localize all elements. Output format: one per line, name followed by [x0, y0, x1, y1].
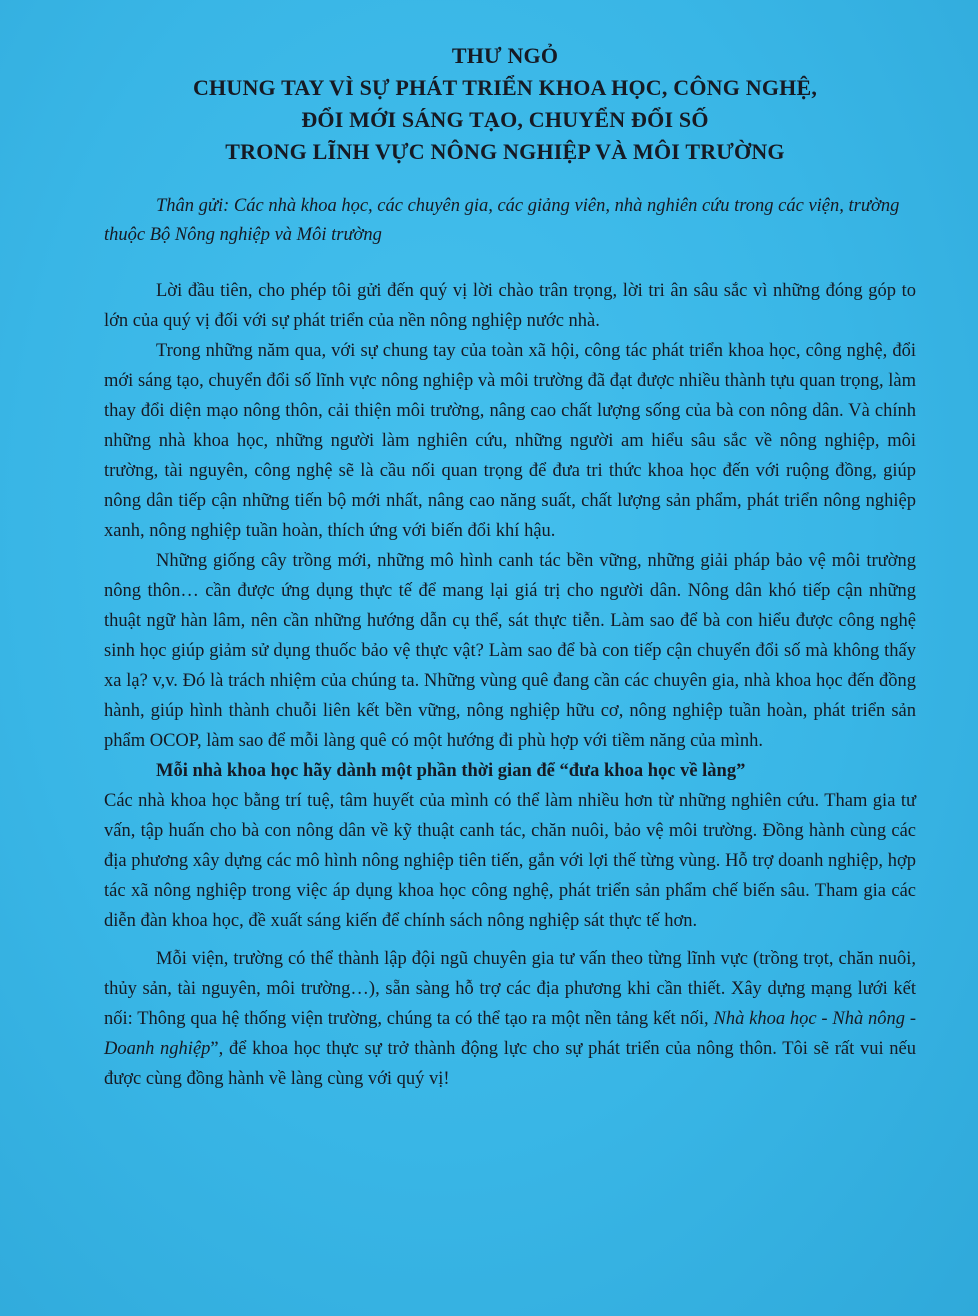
paragraph-4: Các nhà khoa học bằng trí tuệ, tâm huyết của mình có thể làm nhiều hơn từ những nghiên cứu. Tham gia tư vấn, tập huấn cho bà con nông dân về kỹ thuật canh tác, chăn nuôi, bảo vệ môi trường. Đồng hành cùng các địa phương xây dựng các mô hình nông nghiệp tiên tiến, gắn với lợi thế từng vùng. Hỗ trợ doanh nghiệp, hợp tác xã nông nghiệp trong việc áp dụng khoa học công nghệ, phát triển sản phẩm chế biến sâu. Tham gia các diễn đàn khoa học, đề xuất sáng kiến để chính sách nông nghiệp sát thực tế hơn.	[104, 791, 916, 931]
title-line-1: THƯ NGỎ	[451, 43, 559, 68]
section-heading: Mỗi nhà khoa học hãy dành một phần thời gian để “đưa khoa học về làng”	[156, 761, 746, 781]
title-line-4: TRONG LĨNH VỰC NÔNG NGHIỆP VÀ MÔI TRƯỜNG	[225, 139, 785, 164]
greeting: Thân gửi: Các nhà khoa học, các chuyên gia, các giảng viên, nhà nghiên cứu trong các viện, trường thuộc Bộ Nông nghiệp và Môi trường	[104, 196, 900, 245]
closing-italic-phrase: Nhà khoa học - Nhà nông - Doanh nghiệp	[104, 1009, 916, 1059]
paragraph-1: Lời đầu tiên, cho phép tôi gửi đến quý vị lời chào trân trọng, lời tri ân sâu sắc vì những đóng góp to lớn của quý vị đối với sự phát triển của nền nông nghiệp nước nhà.	[104, 281, 916, 331]
letter-title	[94, 40, 916, 168]
paragraph-5	[104, 944, 916, 1094]
title-line-2: CHUNG TAY VÌ SỰ PHÁT TRIỂN KHOA HỌC, CÔNG NGHỆ,	[192, 75, 818, 100]
paragraph-2: Trong những năm qua, với sự chung tay của toàn xã hội, công tác phát triển khoa học, công nghệ, đổi mới sáng tạo, chuyển đổi số lĩnh vực nông nghiệp và môi trường đã đạt được nhiều thành tựu quan trọng, làm thay đổi diện mạo nông thôn, cải thiện môi trường, nâng cao chất lượng sống của bà con nông dân. Và chính những nhà khoa học, những người làm nghiên cứu, những người am hiểu sâu sắc về nông nghiệp, môi trường, tài nguyên, công nghệ sẽ là cầu nối quan trọng để đưa tri thức khoa học đến với ruộng đồng, giúp nông dân tiếp cận những tiến bộ mới nhất, nâng cao năng suất, chất lượng sản phẩm, phát triển nông nghiệp xanh, nông nghiệp tuần hoàn, thích ứng với biến đổi khí hậu.	[104, 341, 916, 541]
paragraph-3: Những giống cây trồng mới, những mô hình canh tác bền vững, những giải pháp bảo vệ môi trường nông thôn… cần được ứng dụng thực tế để mang lại giá trị cho người dân. Nông dân khó tiếp cận những thuật ngữ hàn lâm, nên cần những hướng dẫn cụ thể, sát thực tiễn. Làm sao để bà con hiểu được công nghệ sinh học giúp giảm sử dụng thuốc bảo vệ thực vật? Làm sao để bà con tiếp cận chuyển đổi số mà không thấy xa lạ? v,v. Đó là trách nhiệm của chúng ta. Những vùng quê đang cần các chuyên gia, nhà khoa học đến đồng hành, giúp hình thành chuỗi liên kết bền vững, nông nghiệp hữu cơ, nông nghiệp tuần hoàn, phát triển sản phẩm OCOP, làm sao để mỗi làng quê có một hướng đi phù hợp với tiềm năng của mình.	[104, 551, 916, 751]
title-line-3: ĐỔI MỚI SÁNG TẠO, CHUYỂN ĐỔI SỐ	[301, 107, 709, 132]
closing-text-start: Mỗi viện, trường có thể thành lập đội ngũ chuyên gia tư vấn theo từng lĩnh vực (trồng trọt, chăn nuôi, thủy sản, tài nguyên, môi trường…), sẵn sàng hỗ trợ các địa phương khi cần thiết. Xây dựng mạng lưới kết nối: Thông qua hệ thống viện trường, chúng ta có thể tạo ra một nền tảng kết nối,	[104, 949, 916, 1029]
closing-text-end: ”, để khoa học thực sự trở thành động lực cho sự phát triển của nông thôn. Tôi sẽ rất vui nếu được cùng đồng hành về làng cùng với quý vị!	[104, 1039, 916, 1089]
letter-body	[104, 276, 916, 1094]
